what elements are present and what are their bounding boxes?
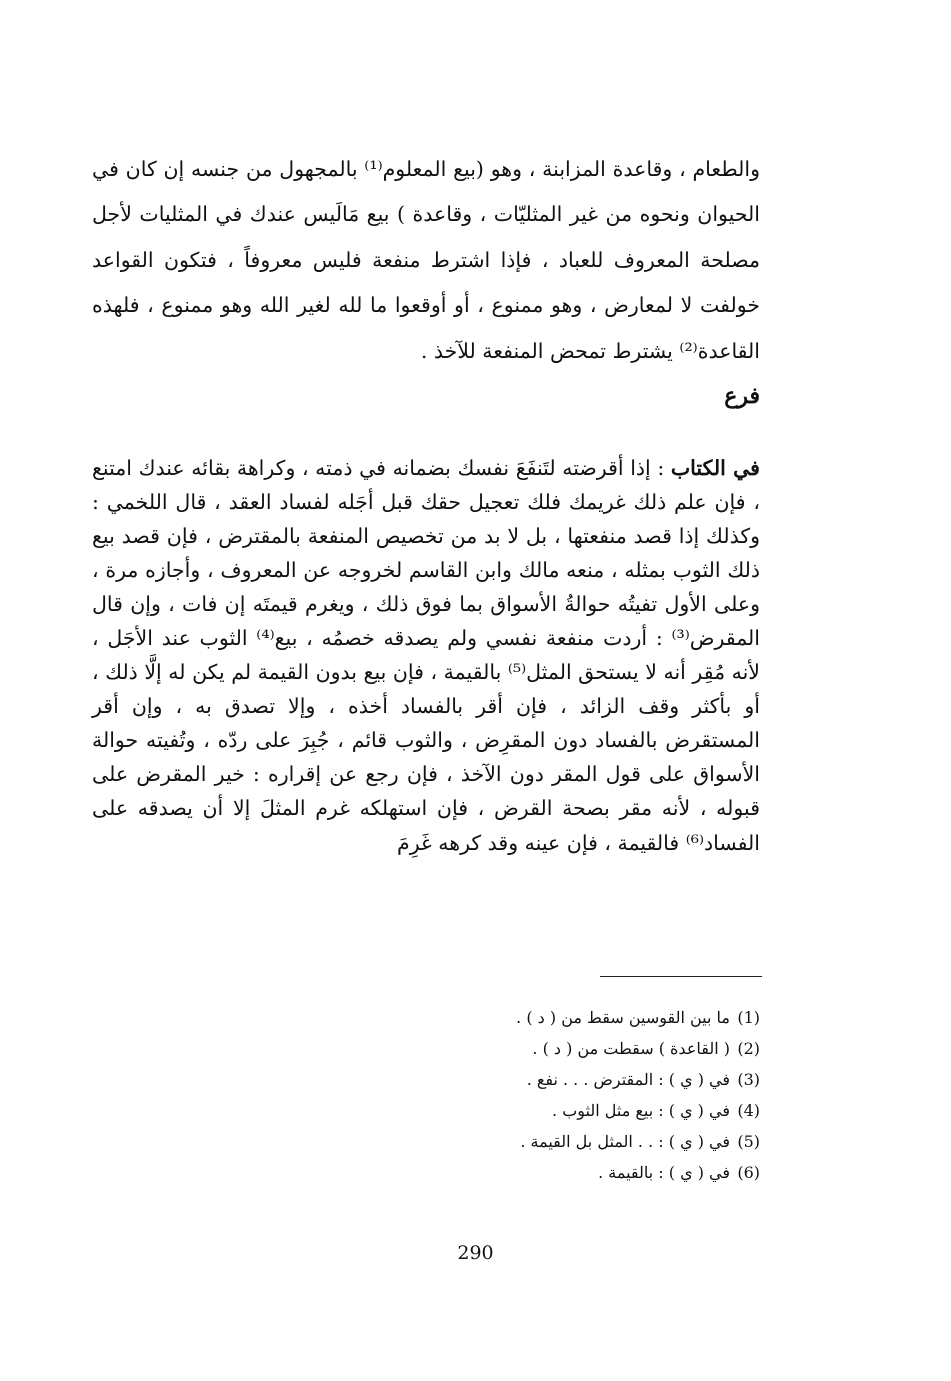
- page-number: 290: [457, 1242, 494, 1264]
- footnote-item: [516, 1002, 760, 1033]
- footnote-item: [516, 1064, 760, 1095]
- footnote-text: ( القاعدة ) سقطت من ( د ) .: [532, 1039, 730, 1058]
- footnote-number: (4): [737, 1101, 760, 1120]
- footnote-item: [516, 1033, 760, 1064]
- body-paragraph-1: والطعام ، وقاعدة المزابنة ، وهو (بيع المعلوم⁽¹⁾ بالمجهول من جنسه إن كان في الحيوان ونحوه من غير المثليّات ، وقاعدة ) بيع مَالَيس عندك في المثليات لأجل مصلحة المعروف للعباد ، فإذا اشترط منفعة فليس معروفاً ، فتكون القواعد خولفت لا لمعارض ، وهو ممنوع ، أو أوقعوا ما لله لغير الله وهو ممنوع ، فلهذه القاعدة⁽²⁾ يشترط تمحض المنفعة للآخذ .: [92, 156, 760, 363]
- footnote-item: [516, 1095, 760, 1126]
- footnote-item: [516, 1157, 760, 1188]
- paragraph-lead: في الكتاب: [670, 455, 760, 480]
- footnote-separator: [600, 976, 762, 977]
- footnotes-list: [516, 1002, 760, 1188]
- footnote-number: (3): [737, 1070, 760, 1089]
- footnote-text: في ( ي ) : بالقيمة .: [598, 1163, 730, 1182]
- section-heading: فرع: [724, 383, 760, 409]
- footnote-item: [516, 1126, 760, 1157]
- footnote-number: (5): [737, 1132, 760, 1151]
- paragraph-body: : إذا أقرضته لتَنفَعَ نفسك بضمانه في ذمته ، وكراهة بقائه عندك امتنع ، فإن علم ذلك غريمك فلك تعجيل حقك قبل أجَله لفساد العقد ، قال اللخمي : وكذلك إذا قصد منفعتها ، بل لا بد من تخصيص المنفعة بالمقترض ، فإن قصد بيع ذلك الثوب بمثله ، منعه مالك وابن القاسم لخروجه عن المعروف ، وأجازه مرة ، وعلى الأول تفيتُه حوالةُ الأسواق بما فوق ذلك ، ويغرم قيمتَه إن فات ، وإن قال المقرض⁽³⁾ : أردت منفعة نفسي ولم يصدقه خصمُه ، بيع⁽⁴⁾ الثوب عند الأجَل ، لأنه مُقِر أنه لا يستحق المثل⁽⁵⁾ بالقيمة ، فإن بيع بدون القيمة لم يكن له إلَّا ذلك ، أو بأكثر وقف الزائد ، فإن أقر بالفساد أخذه ، وإلا تصدق به ، وإن أقر المستقرض بالفساد دون المقرِض ، والثوب قائم ، جُبِرَ على ردّه ، وتُفيته حوالة الأسواق على قول المقر دون الآخذ ، فإن رجع عن إقراره : خير المقرض على قبوله ، لأنه مقر بصحة القرض ، فإن استهلكه غرم المثلَ إلا أن يصدقه على الفساد⁽⁶⁾ فالقيمة ، فإن عينه وقد كرهه غَرِمَ: [92, 455, 760, 855]
- footnote-number: (1): [737, 1008, 760, 1027]
- footnote-number: (2): [737, 1039, 760, 1058]
- footnote-text: في ( ي ) : بيع مثل الثوب .: [552, 1101, 730, 1120]
- footnote-text: في ( ي ) : . . المثل بل القيمة .: [520, 1132, 730, 1151]
- footnote-number: (6): [737, 1163, 760, 1182]
- footnote-text: ما بين القوسين سقط من ( د ) .: [516, 1008, 730, 1027]
- footnote-text: في ( ي ) : المقترض . . . نفع .: [526, 1070, 730, 1089]
- body-paragraph-2: [92, 451, 760, 860]
